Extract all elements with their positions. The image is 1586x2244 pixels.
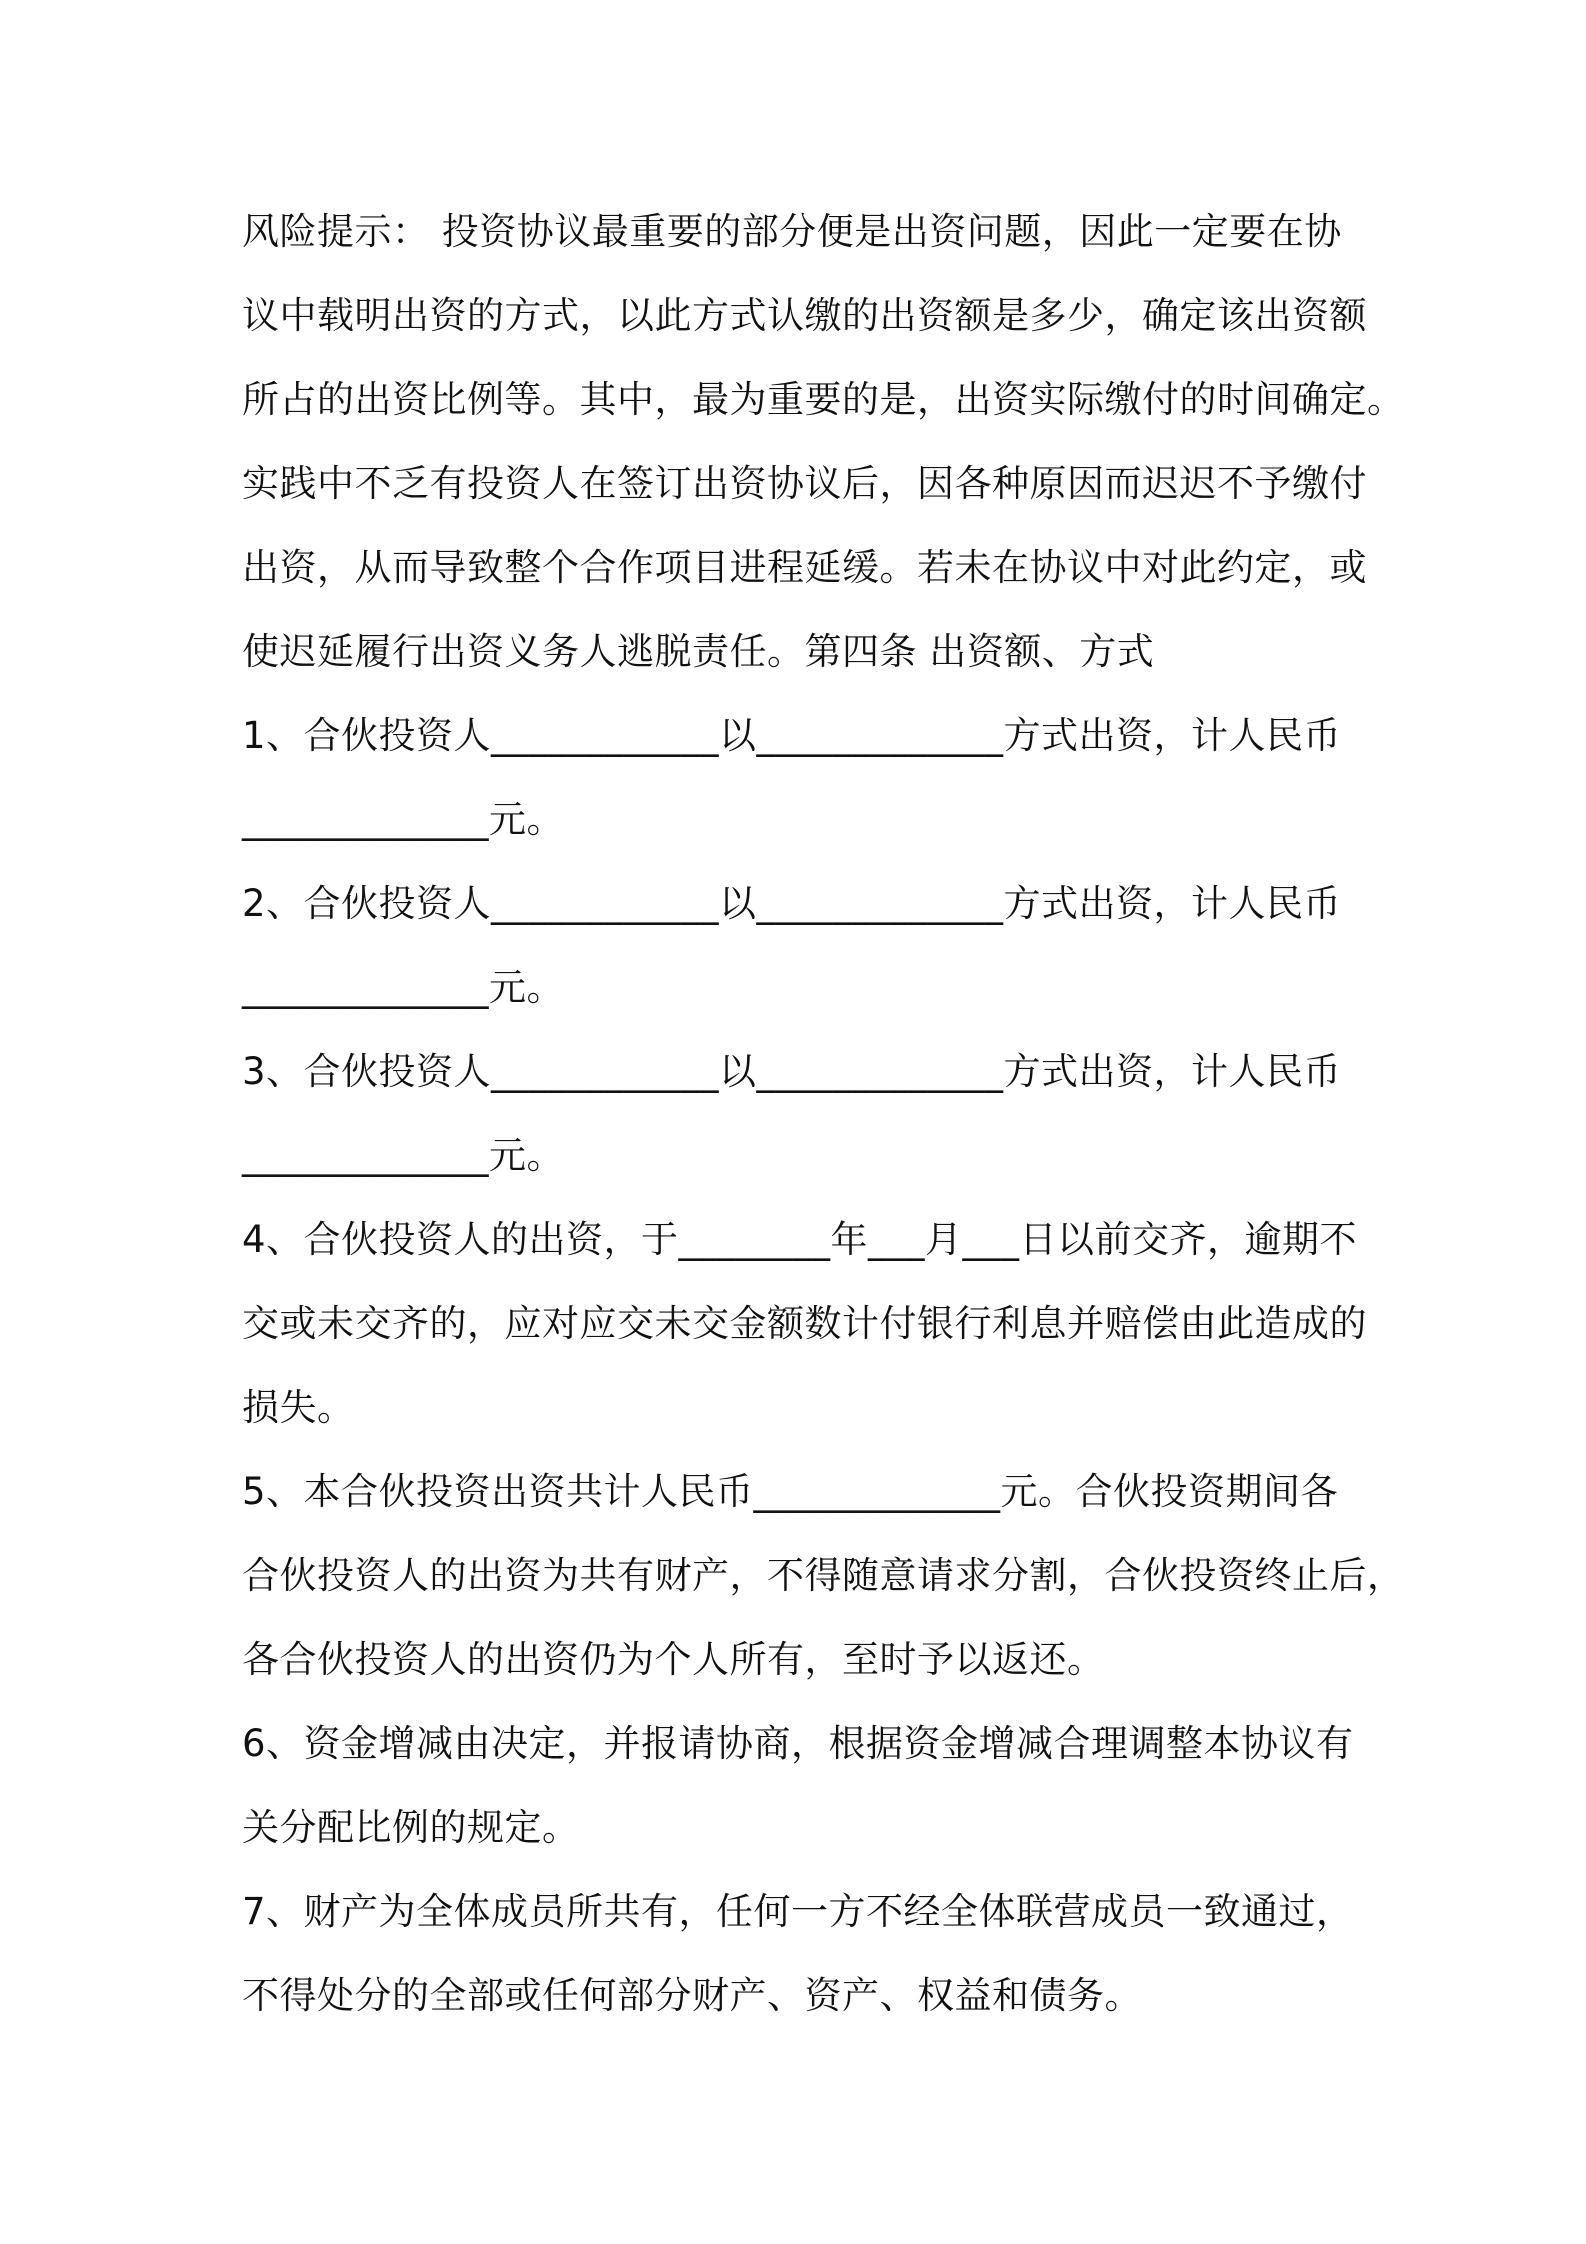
text-line: 2、合伙投资人____________以_____________方式出资，计人民币 [242, 882, 1342, 925]
text-line: 交或未交齐的，应对应交未交金额数计付银行利息并赔偿由此造成的 [242, 1302, 1367, 1345]
document-body [242, 190, 1405, 2038]
text-line: 关分配比例的规定。 [242, 1806, 580, 1849]
text-line: _____________元。 [242, 966, 564, 1009]
text-line: 4、合伙投资人的出资，于________年___月___日以前交齐，逾期不 [242, 1218, 1358, 1261]
text-line: 风险提示： 投资协议最重要的部分便是出资问题，因此一定要在协 [242, 210, 1342, 253]
text-line: 6、资金增减由决定，并报请协商，根据资金增减合理调整本协议有 [242, 1722, 1354, 1765]
text-line: _____________元。 [242, 1134, 564, 1177]
text-line: 各合伙投资人的出资仍为个人所有，至时予以返还。 [242, 1638, 1105, 1681]
text-line: 合伙投资人的出资为共有财产，不得随意请求分割，合伙投资终止后， [242, 1554, 1405, 1597]
text-line: 实践中不乏有投资人在签订出资协议后，因各种原因而迟迟不予缴付 [242, 462, 1367, 505]
text-line: 损失。 [242, 1386, 355, 1429]
text-line: 议中载明出资的方式，以此方式认缴的出资额是多少，确定该出资额 [242, 294, 1367, 337]
text-line: 1、合伙投资人____________以_____________方式出资，计人民币 [242, 714, 1342, 757]
text-line: 所占的出资比例等。其中，最为重要的是，出资实际缴付的时间确定。 [242, 378, 1405, 421]
text-line: 3、合伙投资人____________以_____________方式出资，计人民币 [242, 1050, 1342, 1093]
text-line: 7、财产为全体成员所共有，任何一方不经全体联营成员一致通过， [242, 1890, 1354, 1933]
text-line: 不得处分的全部或任何部分财产、资产、权益和债务。 [242, 1974, 1142, 2017]
text-line: 使迟延履行出资义务人逃脱责任。第四条 出资额、方式 [242, 630, 1155, 673]
text-line: 出资，从而导致整个合作项目进程延缓。若未在协议中对此约定，或 [242, 546, 1367, 589]
text-line: _____________元。 [242, 798, 564, 841]
text-line: 5、本合伙投资出资共计人民币_____________元。合伙投资期间各 [242, 1470, 1339, 1513]
